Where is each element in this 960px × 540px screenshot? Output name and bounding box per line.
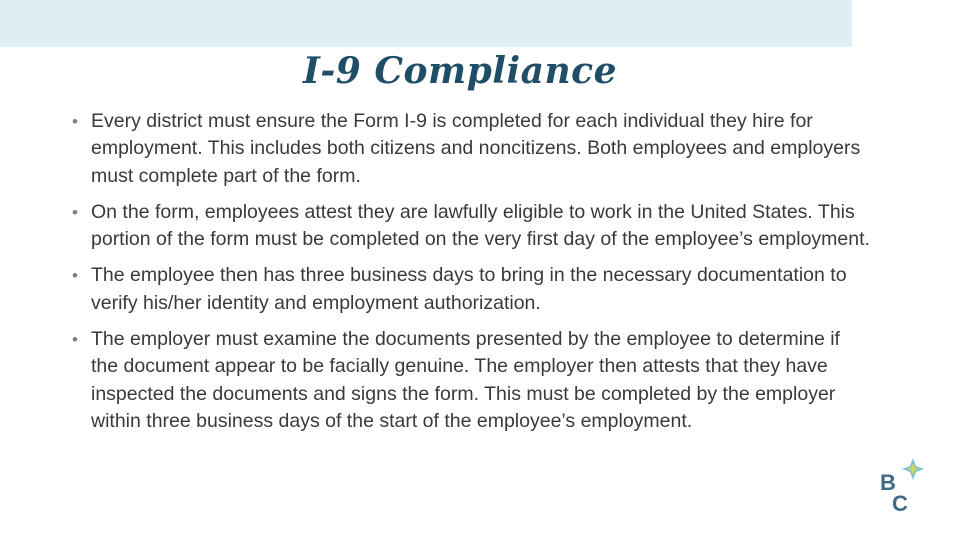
sparkle-icon — [902, 458, 924, 480]
bullet-dot-icon: • — [72, 330, 78, 350]
bc-logo — [876, 452, 930, 514]
bullet-text: The employer must examine the documents presented by the employee to determine if the document appear to be facially genuine. The employer then attests that they have inspected the documents and signs the form. This must be completed by the employer within three business days of the start of the employee’s employment. — [91, 328, 840, 432]
bullet-text: Every district must ensure the Form I-9 is completed for each individual they hire for employment. This includes both citizens and noncitizens. Both employees and employers must complete part of the form. — [91, 110, 861, 187]
bullet-item — [72, 326, 872, 435]
bullet-list — [72, 108, 872, 444]
bullet-dot-icon: • — [72, 266, 78, 286]
slide-title: I-9 Compliance — [303, 50, 617, 92]
bullet-text: On the form, employees attest they are lawfully eligible to work in the United States. This portion of the form must be completed on the very first day of the employee’s employment. — [91, 200, 870, 251]
header-band — [0, 0, 852, 47]
bullet-dot-icon: • — [72, 112, 78, 131]
bullet-item — [72, 199, 872, 254]
bullet-item — [72, 108, 872, 190]
bullet-dot-icon: • — [72, 202, 78, 222]
logo-letter-c: C — [892, 491, 908, 514]
bullet-item — [72, 262, 872, 317]
logo-letter-b: B — [880, 470, 896, 495]
bullet-text: The employee then has three business days to bring in the necessary documentation to verify his/her identity and employment authorization. — [91, 264, 847, 314]
